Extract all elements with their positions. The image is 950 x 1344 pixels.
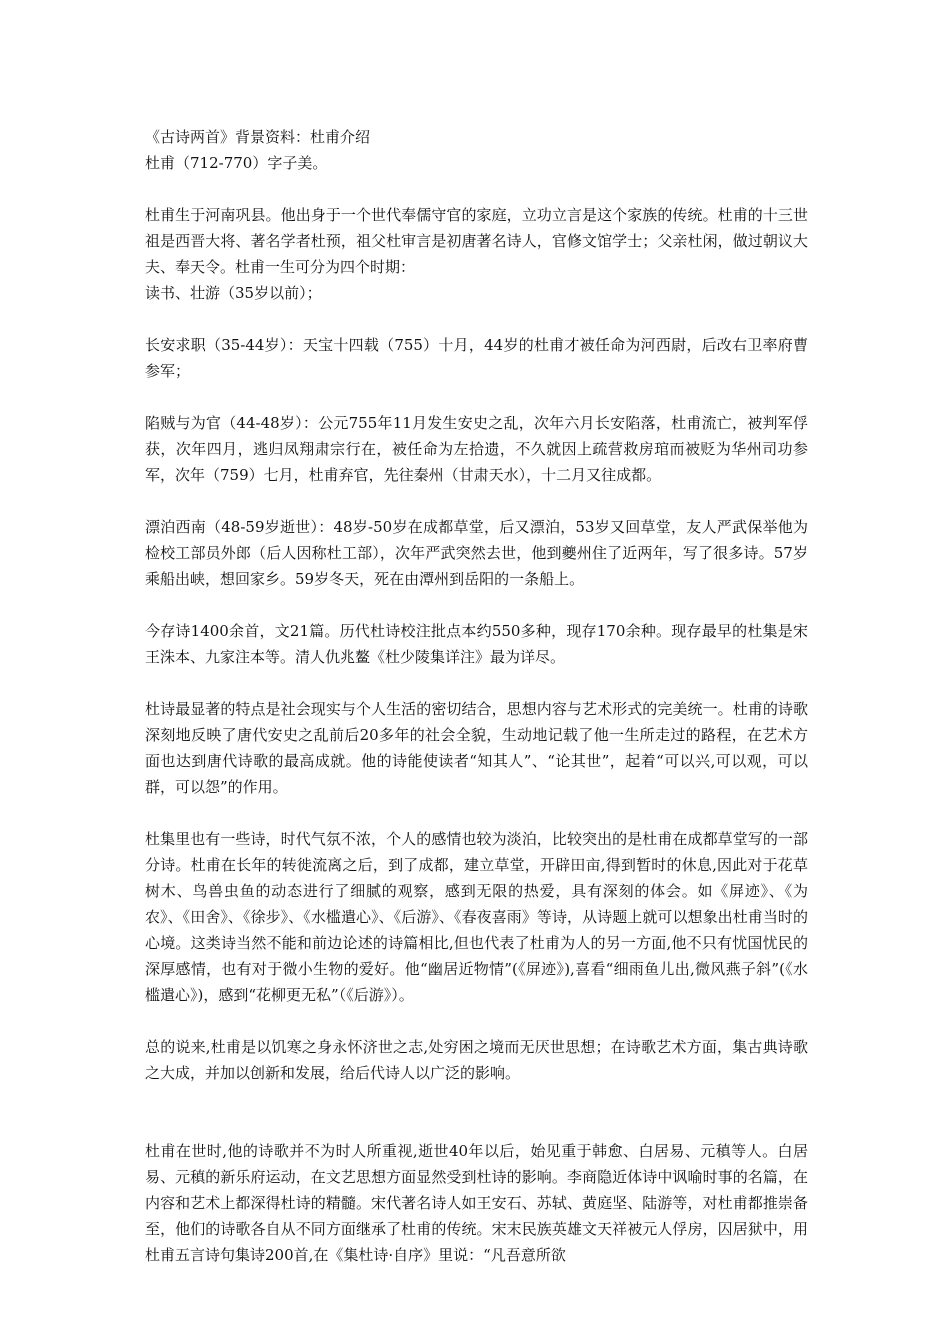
paragraph-period-1: 读书、壮游（35岁以前）； <box>145 284 322 302</box>
paragraph-period-2: 长安求职（35-44岁）：天宝十四载（755）十月，44岁的杜甫才被任命为河西尉，后改右卫率府曹参军； <box>145 336 808 380</box>
paragraph-period-3: 陷贼与为官（44-48岁）：公元755年11月发生安史之乱，次年六月长安陷落，杜甫流亡，被判军俘获，次年四月，逃归凤翔肃宗行在，被任命为左拾遗，不久就因上疏营救房琯而被贬为华州司功参军，次年（759）七月，杜甫弃官，先往秦州（甘肃天水），十二月又往成都。 <box>145 414 808 484</box>
paragraph-spacer <box>145 670 808 696</box>
paragraph-chengdu-poems: 杜集里也有一些诗，时代气氛不浓，个人的感情也较为淡泊，比较突出的是杜甫在成都草堂写的一部分诗。杜甫在长年的转徙流离之后，到了成都，建立草堂，开辟田亩,得到暂时的休息,因此对于花草树木、鸟兽虫鱼的动态进行了细腻的观察，感到无限的热爱，具有深刻的体会。如《屏迹》、《为农》、《田舍》、《徐步》、《水槛遣心》、《后游》、《春夜喜雨》等诗，从诗题上就可以想象出杜甫当时的心境。这类诗当然不能和前边论述的诗篇相比,但也代表了杜甫为人的另一方面,他不只有忧国忧民的深厚感情，也有对于微小生物的爱好。他“幽居近物情”(《屏迹》),喜看“细雨鱼儿出,微风燕子斜”(《水槛遣心》)，感到“花柳更无私”（《后游》）。 <box>145 830 808 1004</box>
paragraph-spacer <box>145 488 808 514</box>
paragraph-family: 杜甫生于河南巩县。他出身于一个世代奉儒守官的家庭，立功立言是这个家族的传统。杜甫的十三世祖是西晋大将、著名学者杜预，祖父杜审言是初唐著名诗人，官修文馆学士；父亲杜闲，做过朝议大夫、奉天令。杜甫一生可分为四个时期： <box>145 206 808 276</box>
paragraph-spacer <box>145 592 808 618</box>
paragraph-works: 今存诗1400余首，文21篇。历代杜诗校注批点本约550多种，现存170余种。现存最早的杜集是宋王洙本、九家注本等。清人仇兆鳌《杜少陵集详注》最为详尽。 <box>145 622 808 666</box>
paragraph-period-4: 漂泊西南（48-59岁逝世）：48岁-50岁在成都草堂，后又漂泊，53岁又回草堂，友人严武保举他为检校工部员外郎（后人因称杜工部），次年严武突然去世，他到夔州住了近两年，写了很多诗。57岁乘船出峡，想回家乡。59岁冬天，死在由潭州到岳阳的一条船上。 <box>145 518 808 588</box>
document-title: 《古诗两首》背景资料：杜甫介绍 <box>145 128 371 146</box>
paragraph-influence: 杜甫在世时,他的诗歌并不为时人所重视,逝世40年以后，始见重于韩愈、白居易、元稹等人。白居易、元稹的新乐府运动，在文艺思想方面显然受到杜诗的影响。李商隐近体诗中讽喻时事的名篇，在内容和艺术上都深得杜诗的精髓。宋代著名诗人如王安石、苏轼、黄庭坚、陆游等，对杜甫都推崇备至，他们的诗歌各自从不同方面继承了杜甫的传统。宋末民族英雄文天祥被元人俘房，囚居狱中，用杜甫五言诗句集诗200首,在《集杜诗·自序》里说：“凡吾意所欲 <box>145 1142 808 1264</box>
paragraph-spacer <box>145 800 808 826</box>
paragraph-summary: 总的说来,杜甫是以饥寒之身永怀济世之志,处穷困之境而无厌世思想；在诗歌艺术方面，集古典诗歌之大成，并加以创新和发展，给后代诗人以广泛的影响。 <box>145 1038 808 1082</box>
paragraph-spacer <box>145 176 808 202</box>
document-body <box>145 124 808 1268</box>
paragraph-spacer <box>145 384 808 410</box>
paragraph-spacer <box>145 1008 808 1034</box>
paragraph-spacer <box>145 306 808 332</box>
document-subtitle: 杜甫（712-770）字子美。 <box>145 154 328 172</box>
paragraph-features: 杜诗最显著的特点是社会现实与个人生活的密切结合，思想内容与艺术形式的完美统一。杜甫的诗歌深刻地反映了唐代安史之乱前后20多年的社会全貌，生动地记载了他一生所走过的路程，在艺术方面也达到唐代诗歌的最高成就。他的诗能使读者“知其人”、“论其世”，起着“可以兴,可以观，可以群，可以怨”的作用。 <box>145 700 808 796</box>
paragraph-spacer <box>145 1086 808 1138</box>
